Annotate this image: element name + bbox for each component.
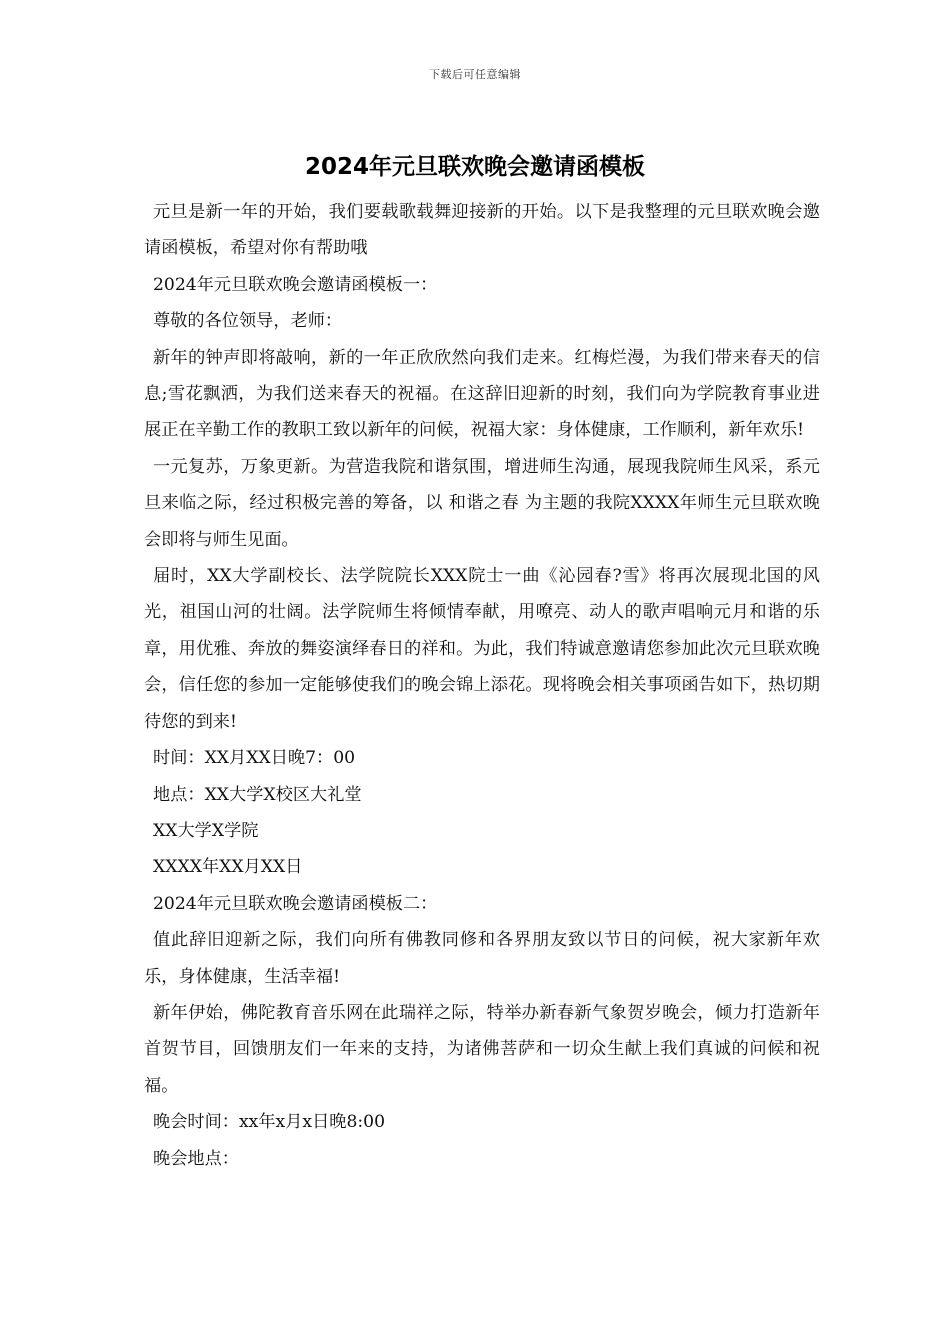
section-heading-template-two: 2024年元旦联欢晚会邀请函模板二： — [153, 893, 438, 914]
paragraph-event-intro: 一元复苏，万象更新。为营造我院和谐氛围，增进师生沟通，展现我院师生风采，系元旦来临之际，经过积极完善的筹备，以 和谐之春 为主题的我院XXXX年师生元旦联欢晚会即将与师生见面。 — [144, 456, 820, 550]
paragraph-program-details: 届时，XX大学副校长、法学院院长XXX院士一曲《沁园春?雪》将再次展现北国的风光，祖国山河的壮阔。法学院师生将倾情奉献，用嘹亮、动人的歌声唱响元月和谐的乐章，用优雅、奔放的舞姿演绎春日的祥和。为此，我们特诚意邀请您参加此次元旦联欢晚会，信任您的参加一定能够使我们的晚会锦上添花。现将晚会相关事项函告如下，热切期待您的到来! — [144, 566, 820, 732]
page-header: 下载后可任意编辑 — [429, 68, 521, 81]
paragraph-intro: 元旦是新一年的开始，我们要载歌载舞迎接新的开始。以下是我整理的元旦联欢晚会邀请函模板，希望对你有帮助哦 — [144, 202, 820, 259]
section-heading-template-one: 2024年元旦联欢晚会邀请函模板一： — [153, 274, 438, 295]
event-location: 地点：XX大学X校区大礼堂 — [153, 784, 362, 805]
signature-organization: XX大学X学院 — [153, 820, 259, 841]
paragraph-gala-intro: 新年伊始，佛陀教育音乐网在此瑞祥之际，特举办新春新气象贺岁晚会，倾力打造新年首贺节目，回馈朋友们一年来的支持，为诸佛菩萨和一切众生献上我们真诚的问候和祝福。 — [144, 1002, 820, 1096]
salutation: 尊敬的各位领导，老师： — [153, 311, 343, 332]
document-title: 2024年元旦联欢晚会邀请函模板 — [304, 154, 645, 180]
paragraph-new-year-greeting: 新年的钟声即将敲响，新的一年正欣欣然向我们走来。红梅烂漫，为我们带来春天的信息;雪花飘洒，为我们送来春天的祝福。在这辞旧迎新的时刻，我们向为学院教育事业进展正在辛勤工作的教职工致以新年的问候，祝福大家：身体健康，工作顺利，新年欢乐! — [144, 347, 820, 441]
paragraph-holiday-greeting: 值此辞旧迎新之际，我们向所有佛教同修和各界朋友致以节日的问候，祝大家新年欢乐，身体健康，生活幸福! — [144, 930, 820, 987]
event-time: 时间：XX月XX日晚7：00 — [153, 748, 356, 769]
document-body — [144, 194, 820, 1177]
gala-time: 晚会时间：xx年x月x日晚8:00 — [153, 1112, 386, 1133]
gala-location: 晚会地点： — [153, 1148, 239, 1169]
signature-date: XXXX年XX月XX日 — [153, 857, 303, 878]
